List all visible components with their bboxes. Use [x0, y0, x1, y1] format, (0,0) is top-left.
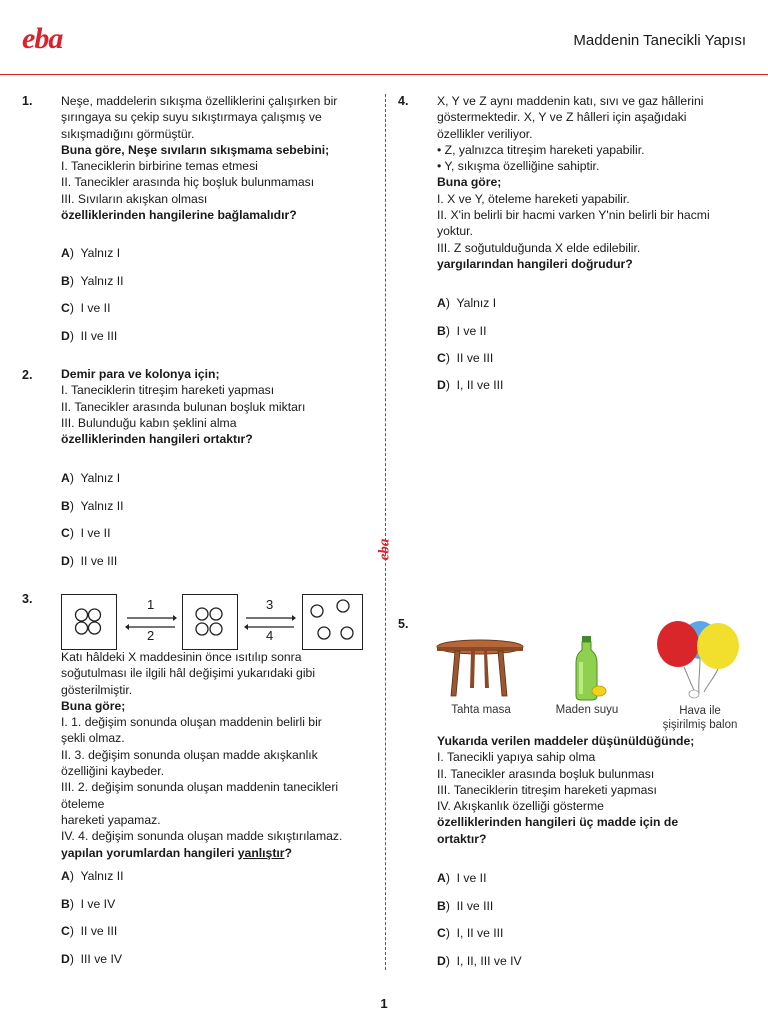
q1-prompt: Buna göre, Neşe sıvıların sıkışmama sebebini;: [61, 142, 330, 157]
q3-item: II. 3. değişim sonunda oluşan madde akışkanlık: [61, 747, 318, 762]
q5-question: özelliklerinden hangileri üç madde için de: [437, 815, 679, 830]
option-b[interactable]: B) Yalnız II: [61, 499, 124, 513]
bottle-icon: [572, 636, 608, 702]
q2-question: özelliklerinden hangileri ortaktır?: [61, 432, 253, 447]
q4-item: III. Z soğutulduğunda X elde edilebilir.: [437, 240, 641, 255]
q3-item: şekli olmaz.: [61, 731, 125, 746]
q4-line: • Y, sıkışma özelliğine sahiptir.: [437, 159, 600, 174]
q1-question: özelliklerinden hangilerine bağlamalıdır?: [61, 208, 297, 223]
header-divider: [0, 74, 768, 75]
particle-gas-box: [302, 594, 363, 650]
q3-item: hareketi yapamaz.: [61, 812, 161, 827]
q5-item: III. Taneciklerin titreşim hareketi yapması: [437, 782, 657, 797]
caption-tahta-masa: Tahta masa: [451, 704, 511, 716]
q5-item: II. Tanecikler arasında boşluk bulunması: [437, 766, 655, 781]
particle-liquid-box: [182, 594, 238, 650]
question-4-number: 4.: [398, 94, 409, 108]
column-divider: [385, 94, 386, 970]
arrow-label-2: 2: [147, 628, 155, 643]
side-eba-logo: eba: [376, 538, 393, 561]
page-title: Maddenin Tanecikli Yapısı: [573, 32, 746, 49]
q3-line: gösterilmiştir.: [61, 682, 133, 697]
q3-item: özelliğini kaybeder.: [61, 764, 164, 779]
q1-item: III. Sıvıların akışkan olması: [61, 191, 208, 206]
q4-line: göstermektedir. X, Y ve Z hâlleri için aşağıdaki: [437, 110, 687, 125]
q5-item: I. Tanecikli yapıya sahip olma: [437, 750, 596, 765]
question-1-number: 1.: [22, 94, 33, 108]
option-c[interactable]: C) I ve II: [61, 301, 111, 315]
q4-line: X, Y ve Z aynı maddenin katı, sıvı ve gaz hâllerini: [437, 94, 704, 108]
q3-line: soğutulması ile ilgili hâl değişimi yukarıdaki gibi: [61, 666, 316, 681]
option-b[interactable]: B) II ve III: [437, 899, 494, 913]
arrow-label-4: 4: [266, 628, 274, 643]
question-1-body: [61, 93, 381, 223]
question-3-number: 3.: [22, 592, 33, 606]
option-d[interactable]: D) II ve III: [61, 329, 118, 343]
q4-item: I. X ve Y, öteleme hareketi yapabilir.: [437, 191, 630, 206]
option-d[interactable]: D) I, II ve III: [437, 378, 504, 392]
q1-line: Neşe, maddelerin sıkışma özelliklerini çalışırken bir: [61, 94, 338, 108]
q5-prompt: Yukarıda verilen maddeler düşünüldüğünde;: [437, 734, 695, 748]
particle-solid: [62, 595, 115, 648]
option-c[interactable]: C) II ve III: [437, 351, 494, 365]
page-number: 1: [380, 996, 388, 1011]
option-a[interactable]: A) Yalnız I: [61, 471, 121, 485]
option-c[interactable]: C) II ve III: [61, 924, 118, 938]
q4-item: yoktur.: [437, 224, 473, 239]
q3-line: Katı hâldeki X maddesinin önce ısıtılıp sonra: [61, 650, 302, 664]
q5-question-cont: ortaktır?: [437, 831, 487, 846]
q3-item: IV. 4. değişim sonunda oluşan madde sıkıştırılamaz.: [61, 829, 343, 844]
option-b[interactable]: B) I ve II: [437, 324, 487, 338]
q4-line: • Z, yalnızca titreşim hareketi yapabilir.: [437, 142, 645, 157]
option-a[interactable]: A) Yalnız I: [437, 296, 497, 310]
particle-liquid: [183, 595, 236, 648]
option-b[interactable]: B) Yalnız II: [61, 274, 124, 288]
arrow-label-3: 3: [266, 597, 274, 612]
q3-item: I. 1. değişim sonunda oluşan maddenin belirli bir: [61, 715, 322, 730]
option-b[interactable]: B) I ve IV: [61, 897, 116, 911]
q4-prompt: Buna göre;: [437, 175, 502, 190]
question-4-body: [437, 93, 747, 272]
question-2-number: 2.: [22, 368, 33, 382]
balloon-icon: [656, 620, 742, 702]
q2-prompt: Demir para ve kolonya için;: [61, 367, 220, 381]
q3-question: yapılan yorumlardan hangileri yanlıştır?: [61, 845, 292, 860]
q5-item: IV. Akışkanlık özelliği gösterme: [437, 799, 604, 814]
question-3-body: [61, 649, 383, 861]
q1-item: I. Taneciklerin birbirine temas etmesi: [61, 159, 258, 174]
question-5-number: 5.: [398, 617, 409, 631]
q3-prompt: Buna göre;: [61, 698, 126, 713]
question-5-body: [437, 733, 747, 847]
option-d[interactable]: D) I, II, III ve IV: [437, 954, 522, 968]
eba-logo: eba: [22, 22, 63, 55]
arrow-label-1: 1: [147, 597, 155, 612]
q3-item: III. 2. değişim sonunda oluşan maddenin tanecikleri öteleme: [61, 780, 339, 811]
option-a[interactable]: A) Yalnız I: [61, 246, 121, 260]
option-c[interactable]: C) I, II ve III: [437, 926, 504, 940]
question-2-body: [61, 366, 381, 447]
q2-item: I. Taneciklerin titreşim hareketi yapması: [61, 383, 275, 398]
q2-item: III. Bulunduğu kabın şeklini alma: [61, 415, 237, 430]
caption-maden-suyu: Maden suyu: [555, 704, 619, 716]
option-d[interactable]: D) III ve IV: [61, 952, 122, 966]
q1-line: sıkışmadığını görmüştür.: [61, 126, 195, 141]
q4-line: özellikler veriliyor.: [437, 126, 533, 141]
q1-item: II. Tanecikler arasında hiç boşluk bulunmaması: [61, 175, 315, 190]
particle-solid-box: [61, 594, 117, 650]
table-icon: [435, 638, 525, 700]
option-a[interactable]: A) I ve II: [437, 871, 487, 885]
caption-balon: Hava ile şişirilmiş balon: [662, 705, 738, 731]
q1-line: şırıngaya su çekip suyu sıkıştırmaya çalışmış ve: [61, 110, 322, 125]
particle-gas: [303, 595, 361, 648]
option-d[interactable]: D) II ve III: [61, 554, 118, 568]
option-c[interactable]: C) I ve II: [61, 526, 111, 540]
option-a[interactable]: A) Yalnız II: [61, 869, 124, 883]
q2-item: II. Tanecikler arasında bulunan boşluk miktarı: [61, 399, 306, 414]
q4-item: II. X'in belirli bir hacmi varken Y'nin belirli bir hacmi: [437, 208, 710, 223]
q4-question: yargılarından hangileri doğrudur?: [437, 256, 633, 271]
